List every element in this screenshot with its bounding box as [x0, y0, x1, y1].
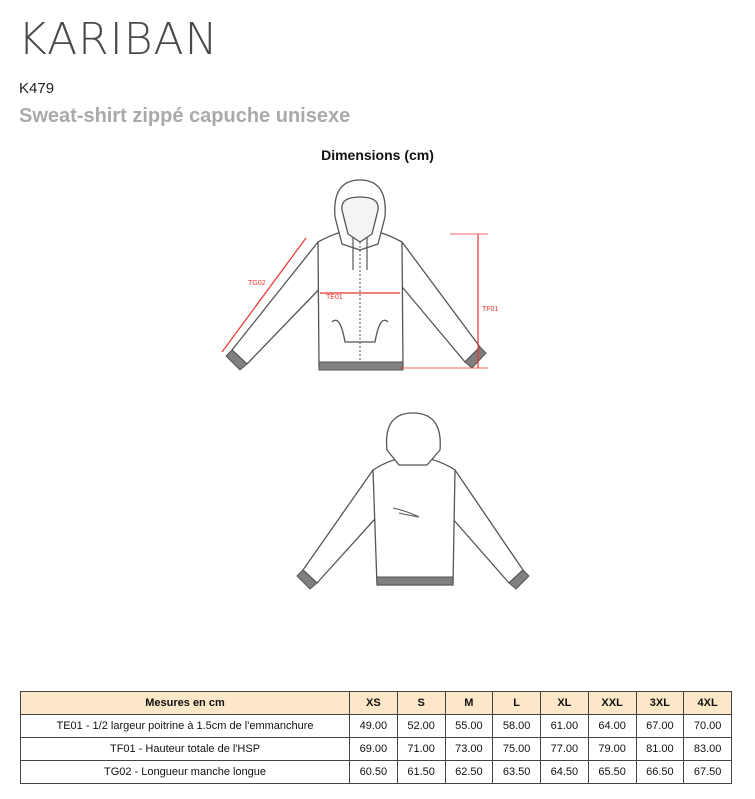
- product-title: Sweat-shirt zippé capuche unisexe: [19, 105, 351, 127]
- measure-label: TG02 - Longueur manche longue: [21, 761, 350, 784]
- table-cell: 67.50: [684, 761, 732, 784]
- table-row: [21, 715, 732, 738]
- table-cell: 52.00: [397, 715, 445, 738]
- table-cell: 61.50: [397, 761, 445, 784]
- table-cell: 73.00: [445, 738, 493, 761]
- table-row: [21, 738, 732, 761]
- measures-header: Mesures en cm: [21, 692, 350, 715]
- table-cell: 75.00: [493, 738, 541, 761]
- te01-label: TE01: [326, 294, 343, 301]
- table-cell: 70.00: [684, 715, 732, 738]
- table-row: [21, 761, 732, 784]
- hoodie-front-illustration: [210, 172, 510, 377]
- table-cell: 79.00: [588, 738, 636, 761]
- size-table: [20, 691, 732, 784]
- table-cell: 58.00: [493, 715, 541, 738]
- size-table-header-row: [21, 692, 732, 715]
- back-left-sleeve: [303, 470, 383, 583]
- brand-logo: KARIBAN: [18, 14, 219, 65]
- table-cell: 77.00: [541, 738, 589, 761]
- tg02-label: TG02: [248, 280, 266, 287]
- table-cell: 81.00: [636, 738, 684, 761]
- measure-label: TF01 - Hauteur totale de l'HSP: [21, 738, 350, 761]
- product-reference: K479: [19, 80, 55, 97]
- table-cell: 67.00: [636, 715, 684, 738]
- table-cell: 49.00: [350, 715, 398, 738]
- size-header-3xl: 3XL: [636, 692, 684, 715]
- table-cell: 63.50: [493, 761, 541, 784]
- table-cell: 55.00: [445, 715, 493, 738]
- table-cell: 64.00: [588, 715, 636, 738]
- size-header-s: S: [397, 692, 445, 715]
- size-header-xs: XS: [350, 692, 398, 715]
- size-header-m: M: [445, 692, 493, 715]
- back-hood: [387, 413, 441, 465]
- table-cell: 83.00: [684, 738, 732, 761]
- back-waist-rib: [377, 577, 453, 585]
- size-header-xxl: XXL: [588, 692, 636, 715]
- table-cell: 65.50: [588, 761, 636, 784]
- table-cell: 69.00: [350, 738, 398, 761]
- left-sleeve: [232, 242, 328, 364]
- size-header-l: L: [493, 692, 541, 715]
- right-sleeve: [398, 242, 480, 362]
- table-cell: 71.00: [397, 738, 445, 761]
- dimensions-title: Dimensions (cm): [321, 147, 434, 163]
- size-header-xl: XL: [541, 692, 589, 715]
- table-cell: 66.50: [636, 761, 684, 784]
- back-body: [373, 457, 455, 585]
- back-right-sleeve: [445, 470, 523, 583]
- table-cell: 64.50: [541, 761, 589, 784]
- table-cell: 60.50: [350, 761, 398, 784]
- tf01-label: TF01: [482, 306, 499, 313]
- hoodie-back-illustration: [295, 405, 535, 595]
- size-header-4xl: 4XL: [684, 692, 732, 715]
- measure-label: TE01 - 1/2 largeur poitrine à 1.5cm de l'emmanchure: [21, 715, 350, 738]
- table-cell: 62.50: [445, 761, 493, 784]
- waist-rib: [319, 362, 403, 370]
- table-cell: 61.00: [541, 715, 589, 738]
